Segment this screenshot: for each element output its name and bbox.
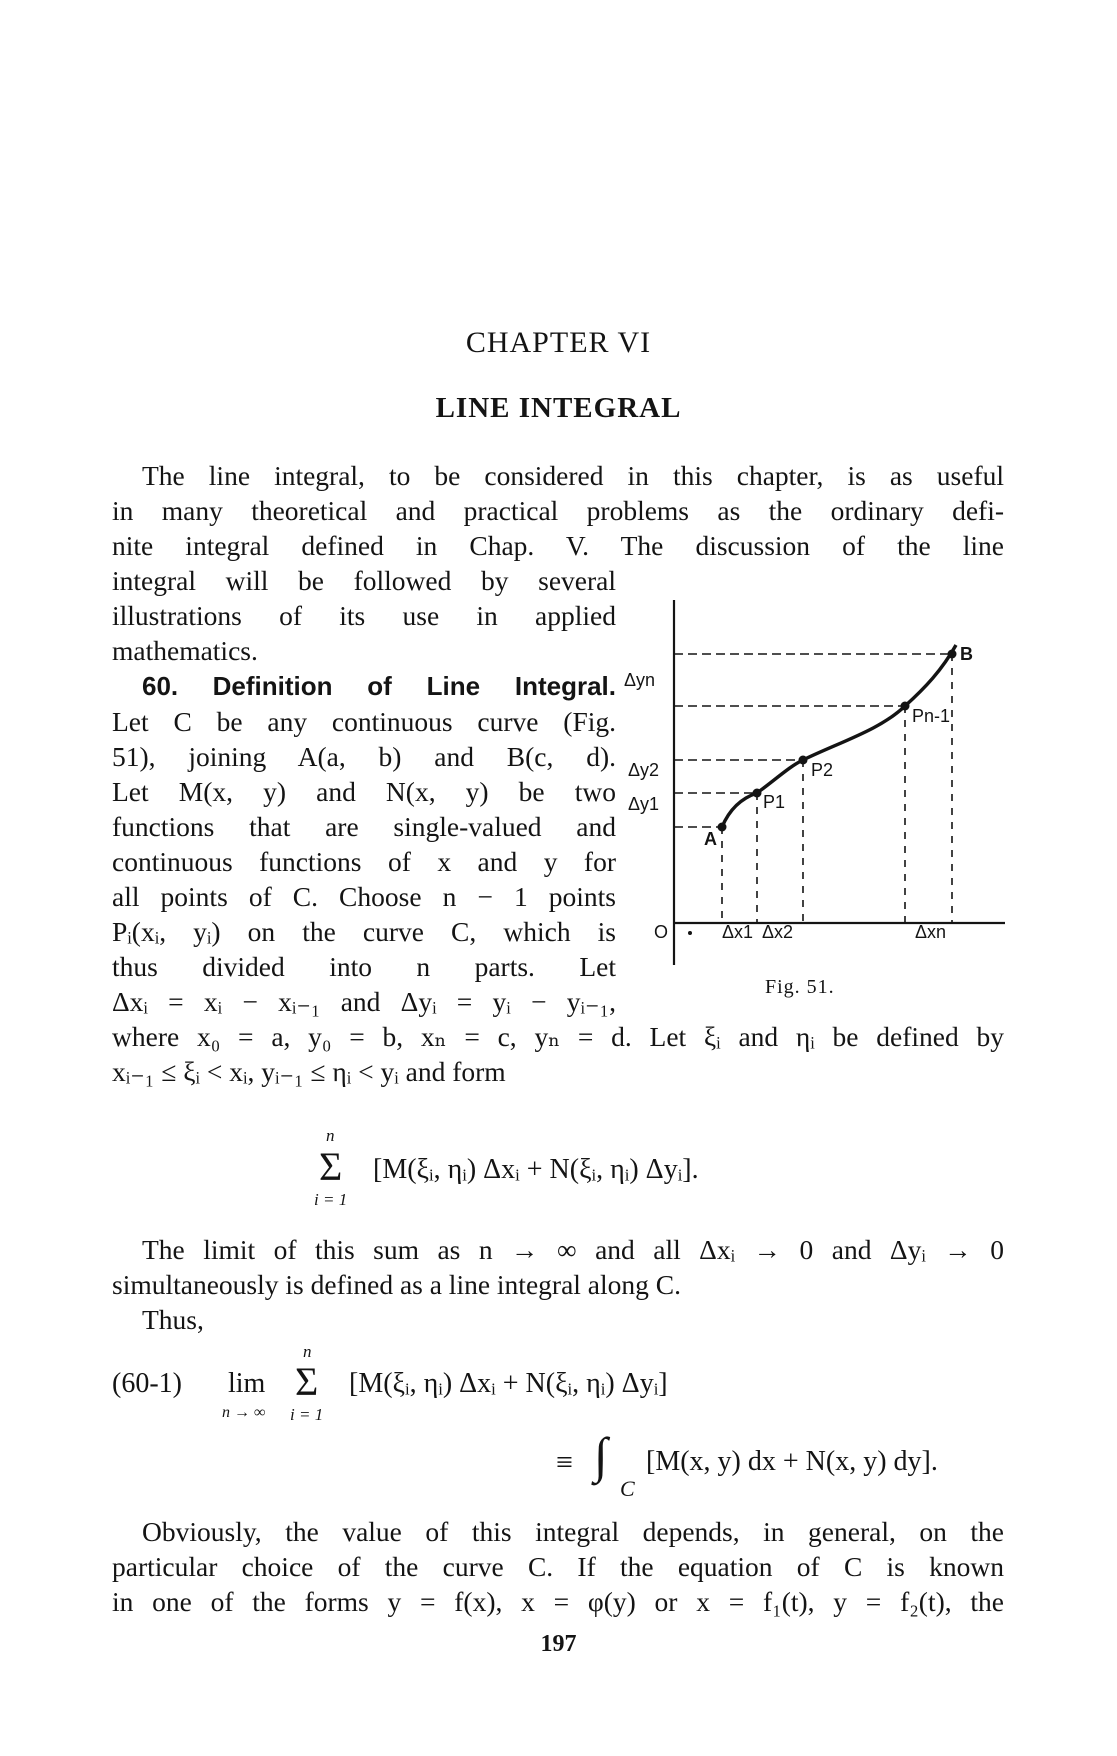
figure-51: [620, 585, 1020, 980]
label-dxn: Δxn: [915, 922, 947, 942]
section-line-8: thus divided into n parts. Let: [112, 951, 616, 982]
point-b: [948, 650, 957, 659]
label-dy2: Δy2: [628, 760, 660, 780]
intro-line-2: in many theoretical and practical problems as the ordinary defi-: [112, 495, 1004, 526]
label-pn1: Pn-1: [912, 706, 951, 726]
intro-line-6: mathematics.: [112, 635, 258, 666]
label-o: O: [654, 922, 669, 942]
point-pn1: [901, 702, 910, 711]
section-line-2: 51), joining A(a, b) and B(c, d).: [112, 741, 616, 772]
section-line-9: Δxᵢ = xᵢ − xᵢ₋₁ and Δyᵢ = yᵢ − yᵢ₋₁,: [112, 986, 616, 1017]
chapter-heading: CHAPTER VI: [465, 326, 652, 359]
point-p2: [799, 756, 808, 765]
limit-line-3: Thus,: [142, 1304, 204, 1335]
label-b: B: [960, 644, 973, 664]
integral-sign: ∫: [594, 1427, 608, 1483]
point-a: [718, 823, 727, 832]
section-number: 60.: [142, 671, 179, 701]
section-heading: [112, 668, 616, 704]
equation-lim-sub: n → ∞: [222, 1404, 266, 1421]
intro-line-5: illustrations of its use in applied: [112, 600, 616, 631]
limit-line-1: The limit of this sum as n → ∞ and all Δxᵢ → 0 and Δyᵢ → 0: [142, 1234, 1004, 1265]
closing-line-3: in one of the forms y = f(x), x = φ(y) or x = f₁(t), y = f₂(t), the: [112, 1586, 1004, 1617]
section-line-10: where x₀ = a, y₀ = b, xₙ = c, yₙ = d. Let ξᵢ and ηᵢ be defined by: [112, 1021, 1004, 1052]
sum-upper-limit: n: [326, 1126, 335, 1145]
intro-line-4: integral will be followed by several: [112, 565, 616, 596]
page-number: 197: [540, 1631, 577, 1657]
integral-subscript: C: [620, 1476, 635, 1501]
label-dx1: Δx1: [722, 922, 754, 942]
section-line-7: Pᵢ(xᵢ, yᵢ) on the curve C, which is: [112, 916, 616, 947]
label-dy1: Δy1: [628, 794, 660, 814]
section-line-5: continuous functions of x and y for: [112, 846, 616, 877]
limit-line-2: simultaneously is defined as a line integral along C.: [112, 1269, 681, 1300]
section-line-3: Let M(x, y) and N(x, y) be two: [112, 776, 616, 807]
equation-identity: ≡: [556, 1446, 573, 1479]
intro-line-1: The line integral, to be considered in this chapter, is as useful: [142, 460, 1004, 491]
label-p1: P1: [763, 792, 786, 812]
intro-line-3: nite integral defined in Chap. V. The discussion of the line: [112, 530, 1004, 561]
point-p1: [753, 789, 762, 798]
equation-body: [M(ξᵢ, ηᵢ) Δxᵢ + N(ξᵢ, ηᵢ) Δyᵢ]: [349, 1368, 668, 1399]
section-line-1: Let C be any continuous curve (Fig.: [112, 706, 616, 737]
section-line-4: functions that are single-valued and: [112, 811, 616, 842]
sum-sigma: Σ: [319, 1144, 343, 1189]
figure-caption: Fig. 51.: [765, 976, 835, 998]
section-line-6: all points of C. Choose n − 1 points: [112, 881, 616, 912]
label-dx2: Δx2: [762, 922, 794, 942]
equation-rhs-body: [M(x, y) dx + N(x, y) dy].: [646, 1446, 938, 1477]
section-line-11: xᵢ₋₁ ≤ ξᵢ < xᵢ, yᵢ₋₁ ≤ ηᵢ < yᵢ and form: [112, 1056, 506, 1087]
equation-sum-upper: n: [303, 1342, 312, 1361]
closing-line-2: particular choice of the curve C. If the equation of C is known: [112, 1551, 1004, 1582]
equation-lim: lim: [228, 1368, 266, 1399]
label-dyn: Δyn: [624, 670, 656, 690]
closing-line-1: Obviously, the value of this integral depends, in general, on the: [142, 1516, 1004, 1547]
section-title: Definition of Line Integral.: [212, 671, 616, 701]
equation-sum-lower: i = 1: [290, 1405, 324, 1424]
sum-lower-limit: i = 1: [314, 1190, 348, 1209]
equation-sigma: Σ: [295, 1359, 319, 1404]
equation-label: (60-1): [112, 1368, 182, 1399]
origin-dot: [688, 931, 692, 935]
label-a: A: [704, 829, 717, 849]
sum-body: [M(ξᵢ, ηᵢ) Δxᵢ + N(ξᵢ, ηᵢ) Δyᵢ].: [373, 1154, 699, 1185]
label-p2: P2: [811, 760, 834, 780]
chapter-title: LINE INTEGRAL: [435, 392, 682, 424]
